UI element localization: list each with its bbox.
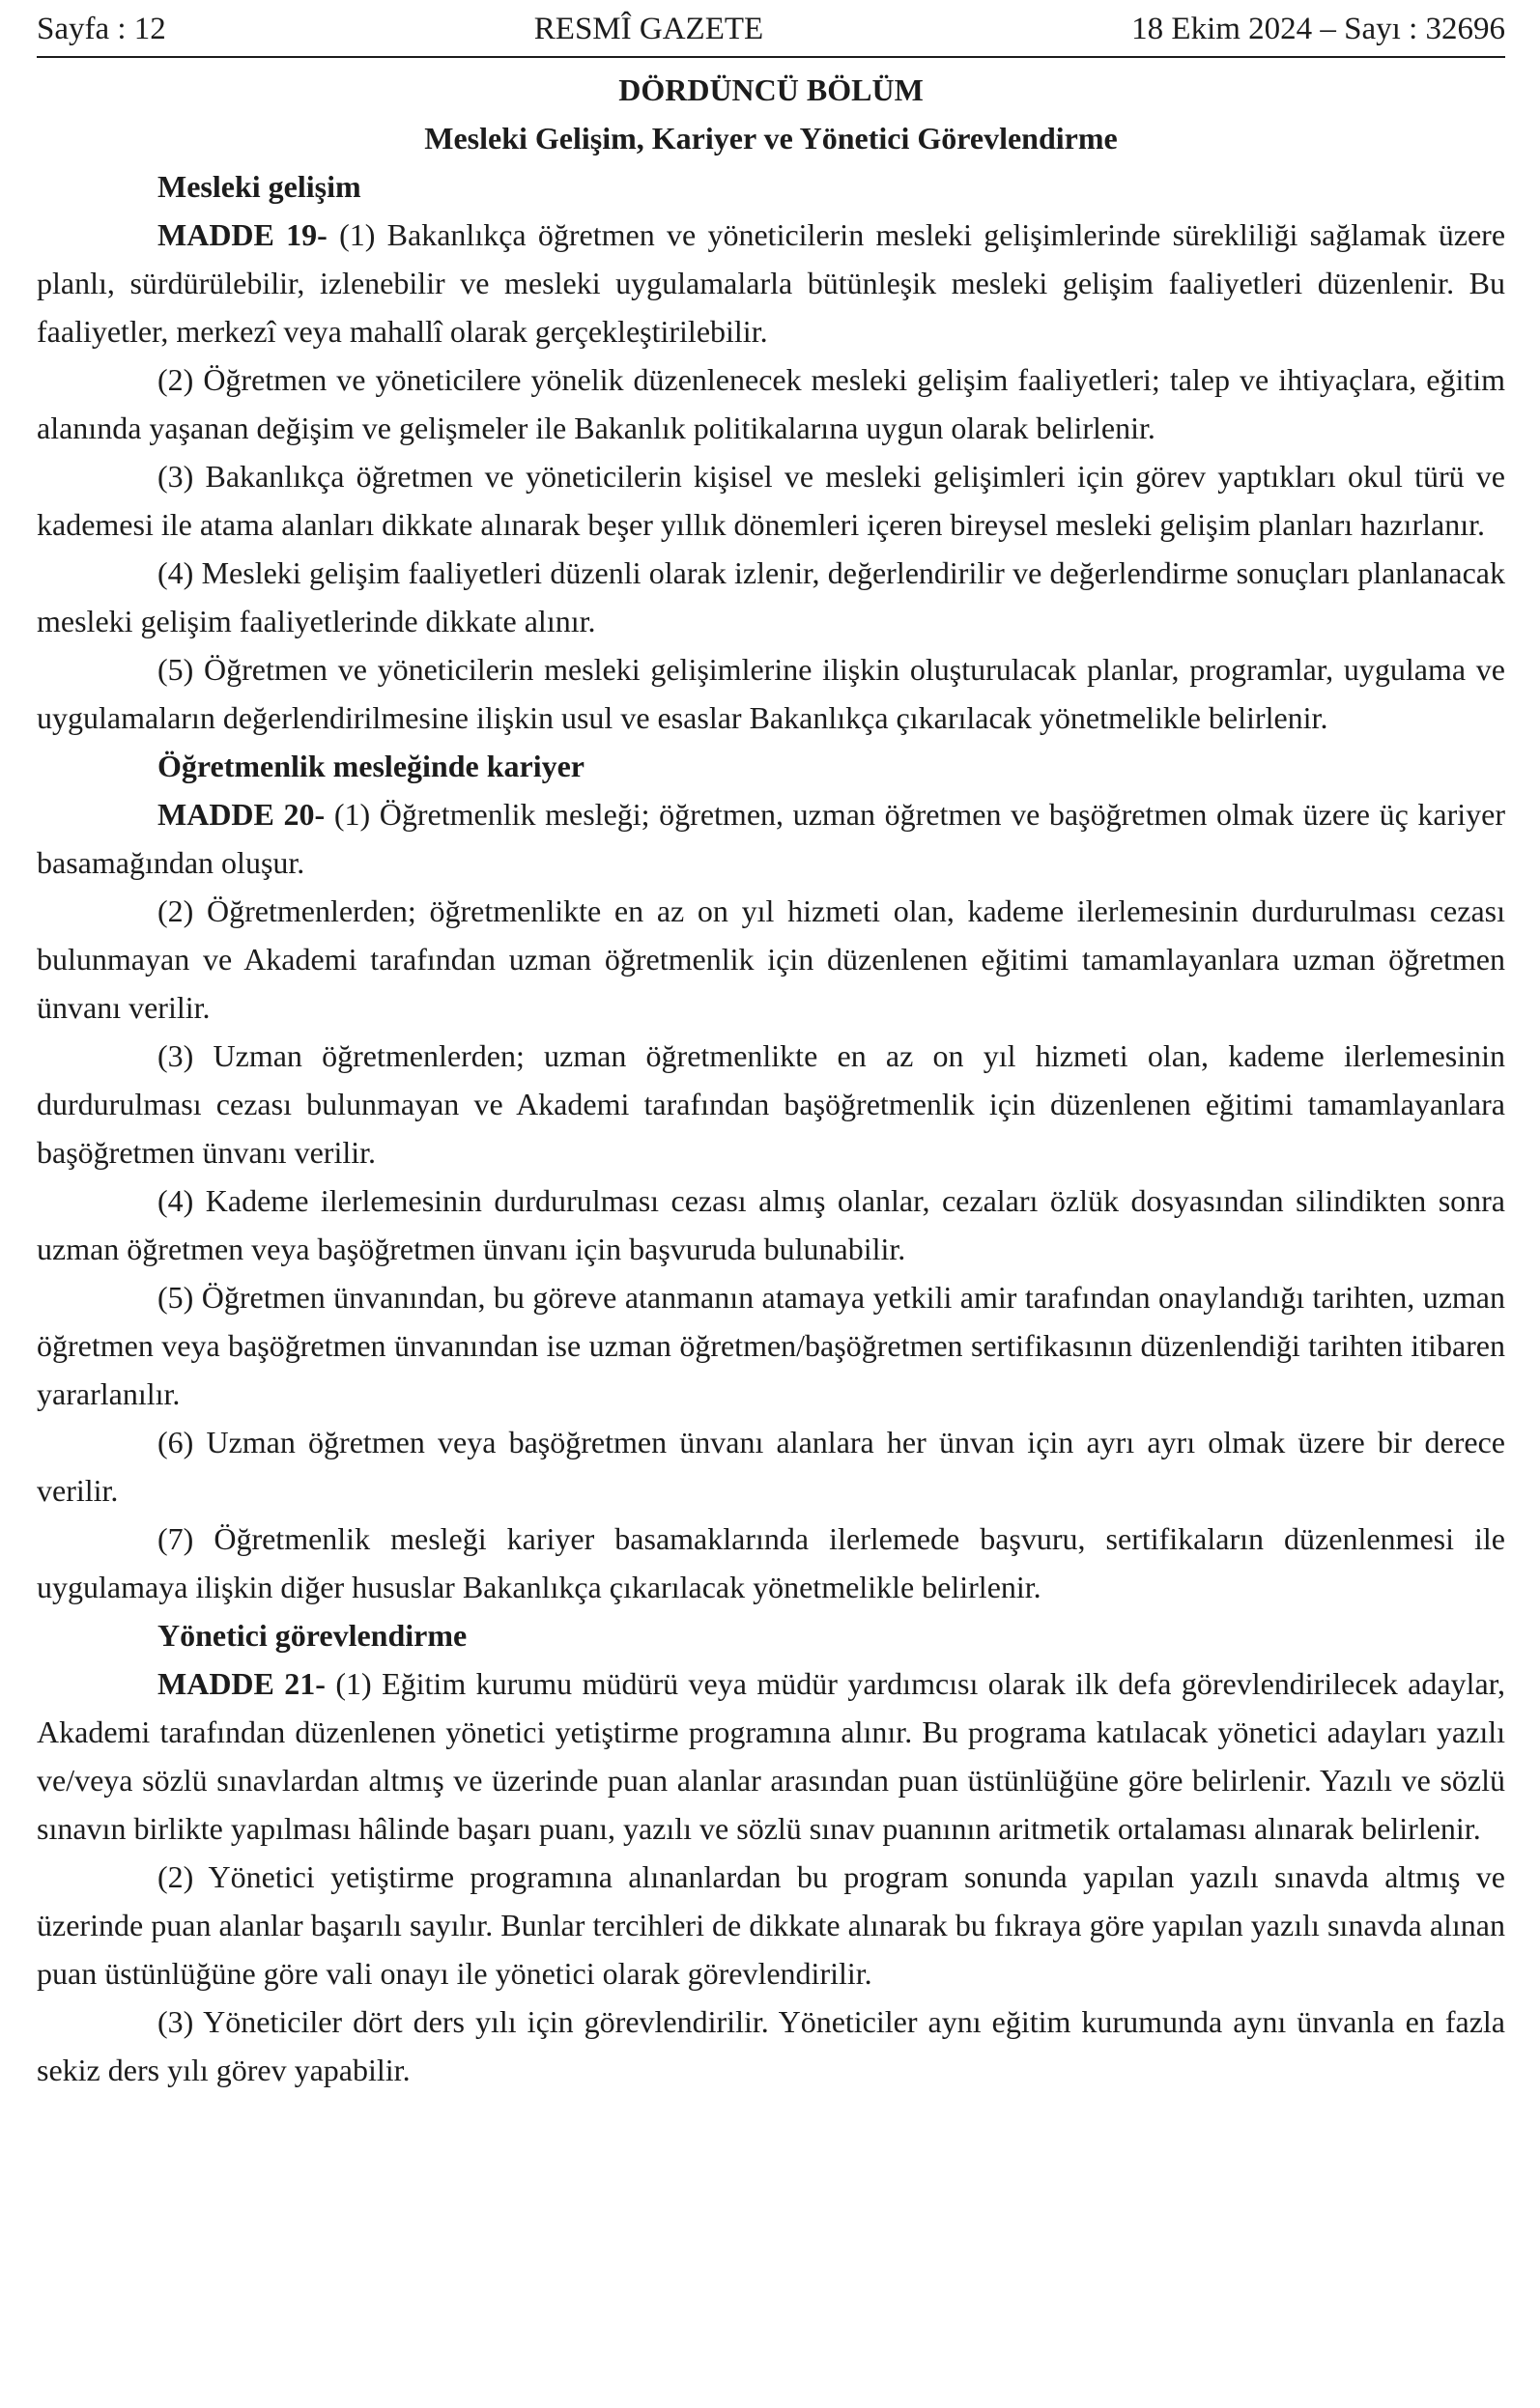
gazette-title: RESMÎ GAZETE — [533, 12, 764, 46]
article-paragraph: (2) Öğretmenlerden; öğretmenlikte en az on yıl hizmeti olan, kademe ilerlemesinin durdurulması cezası bulunmayan ve Akademi tarafından uzman öğretmenlik için düzenlenen eğitimi tamamlayanlara uzman öğretmen ünvanı verilir. — [37, 893, 1505, 1025]
article-heading: Öğretmenlik mesleğinde kariyer — [157, 749, 585, 783]
article-paragraph: (5) Öğretmen ve yöneticilerin mesleki gelişimlerine ilişkin oluşturulacak planlar, programlar, uygulama ve uygulamaların değerlendirilmesine ilişkin usul ve esaslar Bakanlıkça çıkarılacak yönetmelikle belirlenir. — [37, 652, 1505, 735]
article-paragraph: (3) Yöneticiler dört ders yılı için görevlendirilir. Yöneticiler aynı eğitim kurumunda aynı ünvanla en fazla sekiz ders yılı görev yapabilir. — [37, 2004, 1505, 2087]
article-paragraph — [37, 790, 1505, 887]
article-label: MADDE 20- — [157, 797, 326, 832]
issue-date: 18 Ekim 2024 – Sayı : 32696 — [1131, 12, 1505, 46]
article-paragraph — [37, 211, 1505, 355]
article-paragraph: (5) Öğretmen ünvanından, bu göreve atanmanın atamaya yetkili amir tarafından onaylandığı tarihten, uzman öğretmen veya başöğretmen ünvanından ise uzman öğretmen/başöğretmen sertifikasının düzenlendiği tarihten itibaren yararlanılır. — [37, 1280, 1505, 1411]
paragraph-text: (1) Eğitim kurumu müdürü veya müdür yardımcısı olarak ilk defa görevlendirilecek adaylar, Akademi tarafından düzenlenen yönetici yetiştirme programına alınır. Bu programa katılacak yönetici adayları yazılı ve/veya sözlü sınavlardan altmış ve üzerinde puan alanlar arasından puan üstünlüğüne göre belirlenir. Yazılı ve sözlü sınavın birlikte yapılması hâlinde başarı puanı, yazılı ve sözlü sınav puanının aritmetik ortalaması alınarak belirlenir. — [37, 1666, 1506, 1846]
article-paragraph — [37, 1659, 1505, 1853]
document-body — [37, 66, 1505, 2094]
paragraph-text: (1) Bakanlıkça öğretmen ve yöneticilerin mesleki gelişimlerinde sürekliliği sağlamak üzere planlı, sürdürülebilir, izlenebilir ve mesleki uygulamalarla bütünleşik mesleki gelişim faaliyetleri düzenlenir. Bu faaliyetler, merkezî veya mahallî olarak gerçekleştirilebilir. — [37, 217, 1506, 349]
article-paragraph: (2) Yönetici yetiştirme programına alınanlardan bu program sonunda yapılan yazılı sınavda altmış ve üzerinde puan alanlar başarılı sayılır. Bunlar tercihleri de dikkate alınarak bu fıkraya göre yapılan yazılı sınavda alınan puan üstünlüğüne göre vali onayı ile yönetici olarak görevlendirilir. — [37, 1859, 1505, 1991]
article-paragraph: (3) Bakanlıkça öğretmen ve yöneticilerin kişisel ve mesleki gelişimleri için görev yaptıkları okul türü ve kademesi ile atama alanları dikkate alınarak beşer yıllık dönemleri içeren bireysel mesleki gelişim planları hazırlanır. — [37, 459, 1505, 542]
article-heading: Yönetici görevlendirme — [157, 1618, 468, 1653]
article-paragraph: (3) Uzman öğretmenlerden; uzman öğretmenlikte en az on yıl hizmeti olan, kademe ilerlemesinin durdurulması cezası bulunmayan ve Akademi tarafından başöğretmenlik için düzenlenen eğitimi tamamlayanlara başöğretmen ünvanı verilir. — [37, 1038, 1505, 1170]
section-part: DÖRDÜNCÜ BÖLÜM — [618, 72, 924, 107]
article-label: MADDE 21- — [157, 1666, 326, 1701]
section-title: Mesleki Gelişim, Kariyer ve Yönetici Görevlendirme — [424, 121, 1118, 156]
article-paragraph: (4) Mesleki gelişim faaliyetleri düzenli olarak izlenir, değerlendirilir ve değerlendirme sonuçları planlanacak mesleki gelişim faaliyetlerinde dikkate alınır. — [37, 555, 1505, 638]
article-paragraph: (7) Öğretmenlik mesleği kariyer basamaklarında ilerlemede başvuru, sertifikaların düzenlenmesi ile uygulamaya ilişkin diğer hususlar Bakanlıkça çıkarılacak yönetmelikle belirlenir. — [37, 1521, 1505, 1604]
page-header — [37, 0, 1505, 50]
article-label: MADDE 19- — [157, 217, 328, 252]
article-paragraph: (6) Uzman öğretmen veya başöğretmen ünvanı alanlara her ünvan için ayrı ayrı olmak üzere bir derece verilir. — [37, 1425, 1505, 1508]
header-rule — [37, 56, 1505, 58]
page-number: Sayfa : 12 — [37, 12, 166, 46]
article-heading: Mesleki gelişim — [157, 169, 361, 204]
paragraph-text: (1) Öğretmenlik mesleği; öğretmen, uzman öğretmen ve başöğretmen olmak üzere üç kariyer basamağından oluşur. — [37, 797, 1506, 880]
article-paragraph: (2) Öğretmen ve yöneticilere yönelik düzenlenecek mesleki gelişim faaliyetleri; talep ve ihtiyaçlara, eğitim alanında yaşanan değişim ve gelişmeler ile Bakanlık politikalarına uygun olarak belirlenir. — [37, 362, 1505, 445]
article-paragraph: (4) Kademe ilerlemesinin durdurulması cezası almış olanlar, cezaları özlük dosyasından silindikten sonra uzman öğretmen veya başöğretmen ünvanı için başvuruda bulunabilir. — [37, 1183, 1505, 1266]
